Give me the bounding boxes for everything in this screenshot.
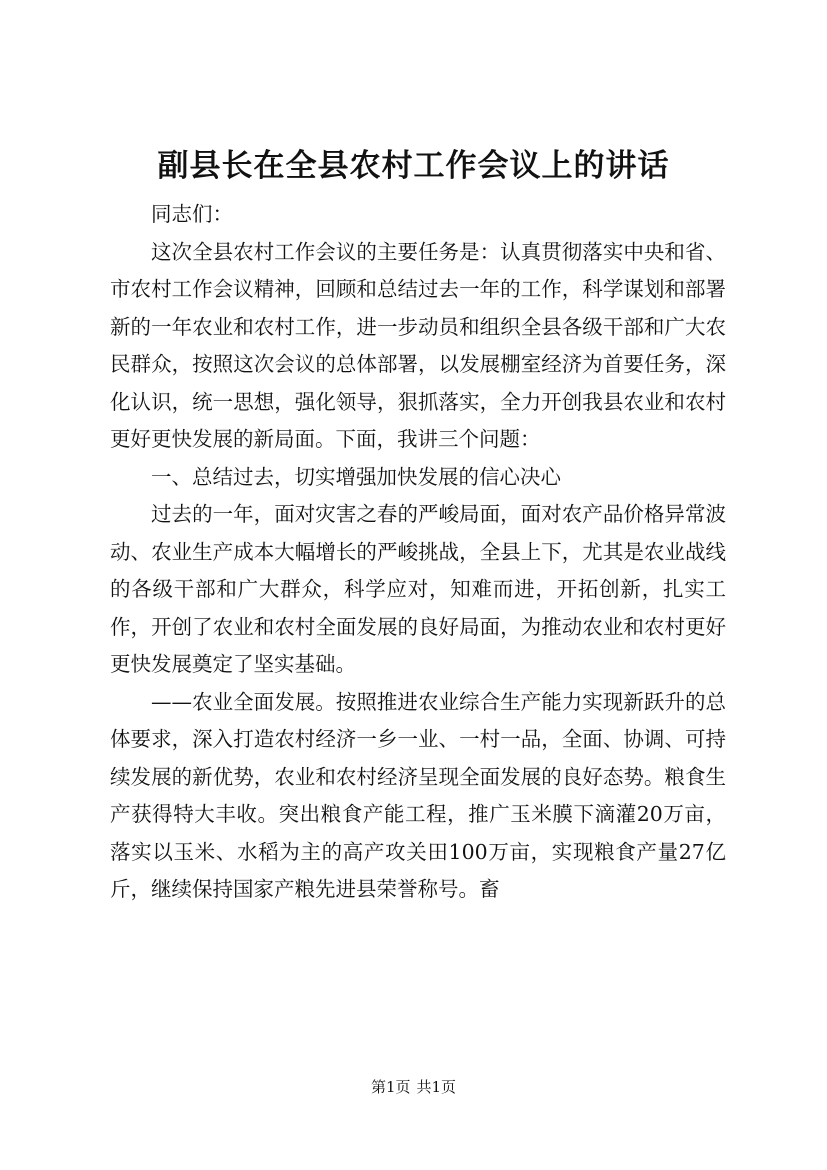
section-heading-1: 一、总结过去，切实增强加快发展的信心决心: [151, 464, 561, 489]
document-title: 副县长在全县农村工作会议上的讲话: [157, 148, 670, 184]
page-number-current: 第1页: [370, 1078, 411, 1096]
paragraph-review: 过去的一年，面对灾害之春的严峻局面，面对农产品价格异常波动、农业生产成本大幅增长的严峻挑战，全县上下，尤其是农业战线的各级干部和广大群众，科学应对，知难而进，开拓创新，扎实工作，开创了农业和农村全面发展的良好局面，为推动农业和农村更好更快发展奠定了坚实基础。: [110, 502, 726, 676]
salutation: 同志们：: [151, 202, 233, 226]
paragraph-agriculture: ——农业全面发展。按照推进农业综合生产能力实现新跃升的总体要求，深入打造农村经济一乡一业、一村一品，全面、协调、可持续发展的新优势，农业和农村经济呈现全面发展的良好态势。粮食生产获得特大丰收。突出粮食产能工程，推广玉米膜下滴灌20万亩，落实以玉米、水稻为主的高产攻关田100万亩，实现粮食产量27亿斤，继续保持国家产粮先进县荣誉称号。畜: [110, 689, 726, 901]
page-footer: [0, 1077, 827, 1097]
page-number-total: 共1页: [416, 1078, 457, 1096]
document-body: [110, 196, 726, 909]
paragraph-intro: 这次全县农村工作会议的主要任务是：认真贯彻落实中央和省、市农村工作会议精神，回顾和总结过去一年的工作，科学谋划和部署新的一年农业和农村工作，进一步动员和组织全县各级干部和广大农民群众，按照这次会议的总体部署，以发展棚室经济为首要任务，深化认识，统一思想，强化领导，狠抓落实，全力开创我县农业和农村更好更快发展的新局面。下面，我讲三个问题：: [110, 239, 726, 451]
